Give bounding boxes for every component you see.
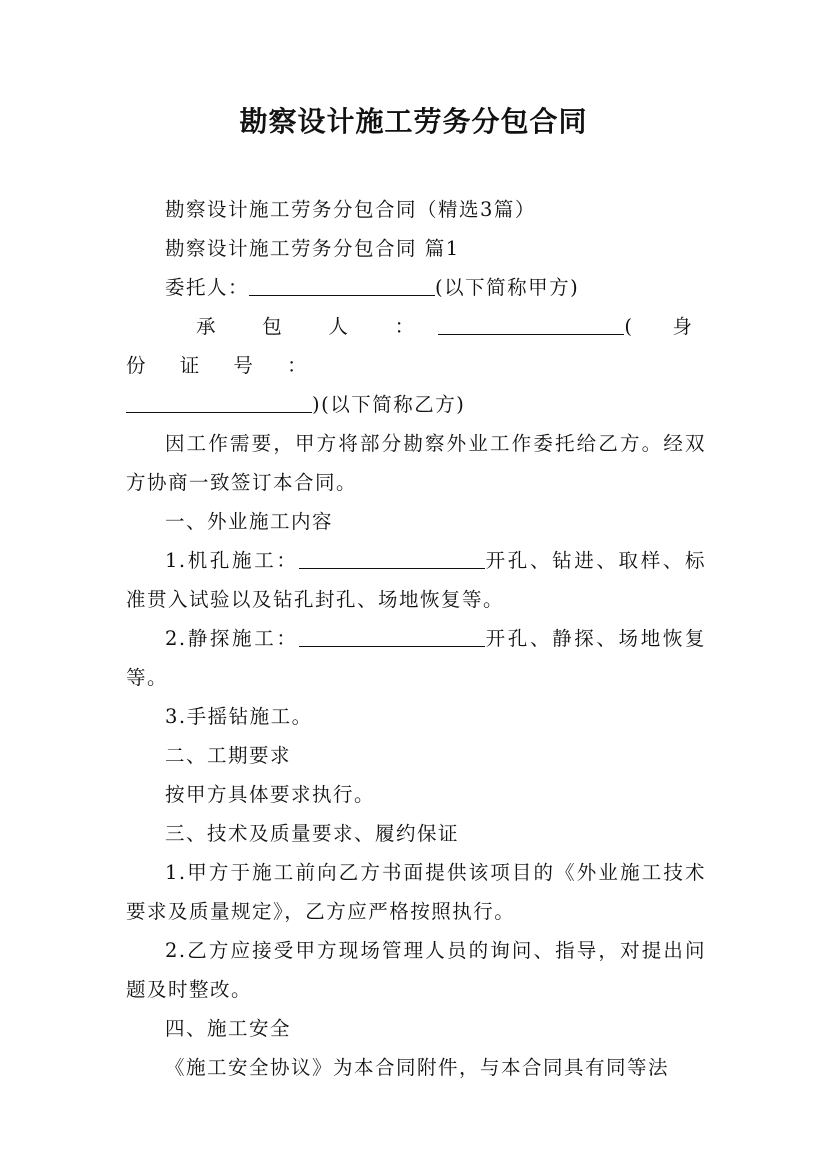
contractor-id-label: ( 身 份 证 号 ： <box>126 315 706 377</box>
section-4-title: 四、施工安全 <box>165 1017 292 1040</box>
item-1 <box>126 541 706 619</box>
intro-paragraph: 因工作需要，甲方将部分勘察外业工作委托给乙方。经双方协商一致签订本合同。 <box>126 432 706 494</box>
heading-part-1: 勘察设计施工劳务分包合同 篇1 <box>165 237 460 260</box>
contractor-id-line <box>126 385 706 424</box>
contractor-blank[interactable] <box>438 310 624 335</box>
item-3: 3.手摇钻施工。 <box>165 705 313 728</box>
section-2-text: 按甲方具体要求执行。 <box>165 783 376 806</box>
section-2-title: 二、工期要求 <box>165 744 292 767</box>
client-label: 委托人： <box>165 276 250 299</box>
item-1-blank[interactable] <box>299 544 485 569</box>
item-2-label: 2.静探施工： <box>165 627 299 650</box>
item-2 <box>126 619 706 697</box>
item-1-label: 1.机孔施工： <box>165 549 299 572</box>
contractor-id-blank[interactable] <box>126 388 312 413</box>
section-3-item-2: 2.乙方应接受甲方现场管理人员的询问、指导，对提出问题及时整改。 <box>126 939 706 1001</box>
document-body <box>126 190 706 1087</box>
section-1-title: 一、外业施工内容 <box>165 510 334 533</box>
item-2-blank[interactable] <box>299 622 485 647</box>
contractor-suffix: )(以下简称乙方) <box>312 393 466 416</box>
client-blank[interactable] <box>249 271 435 296</box>
item-1-text: 开孔、钻进、取样、标准贯入试验以及钻孔封孔、场地恢复等。 <box>126 549 706 611</box>
client-line <box>126 268 706 307</box>
contractor-label: 承 包 人 ： <box>196 315 435 338</box>
heading-selected-3: 勘察设计施工劳务分包合同（精选3篇） <box>165 198 536 221</box>
section-3-item-1: 1.甲方于施工前向乙方书面提供该项目的《外业施工技术要求及质量规定》，乙方应严格按照执行。 <box>126 861 706 923</box>
client-suffix: (以下简称甲方) <box>435 276 580 299</box>
item-2-text: 开孔、静探、场地恢复等。 <box>126 627 706 689</box>
contractor-line <box>126 307 706 385</box>
section-4-text: 《施工安全协议》为本合同附件，与本合同具有同等法 <box>165 1056 670 1079</box>
document-title: 勘察设计施工劳务分包合同 <box>239 105 588 138</box>
section-3-title: 三、技术及质量要求、履约保证 <box>165 822 460 845</box>
